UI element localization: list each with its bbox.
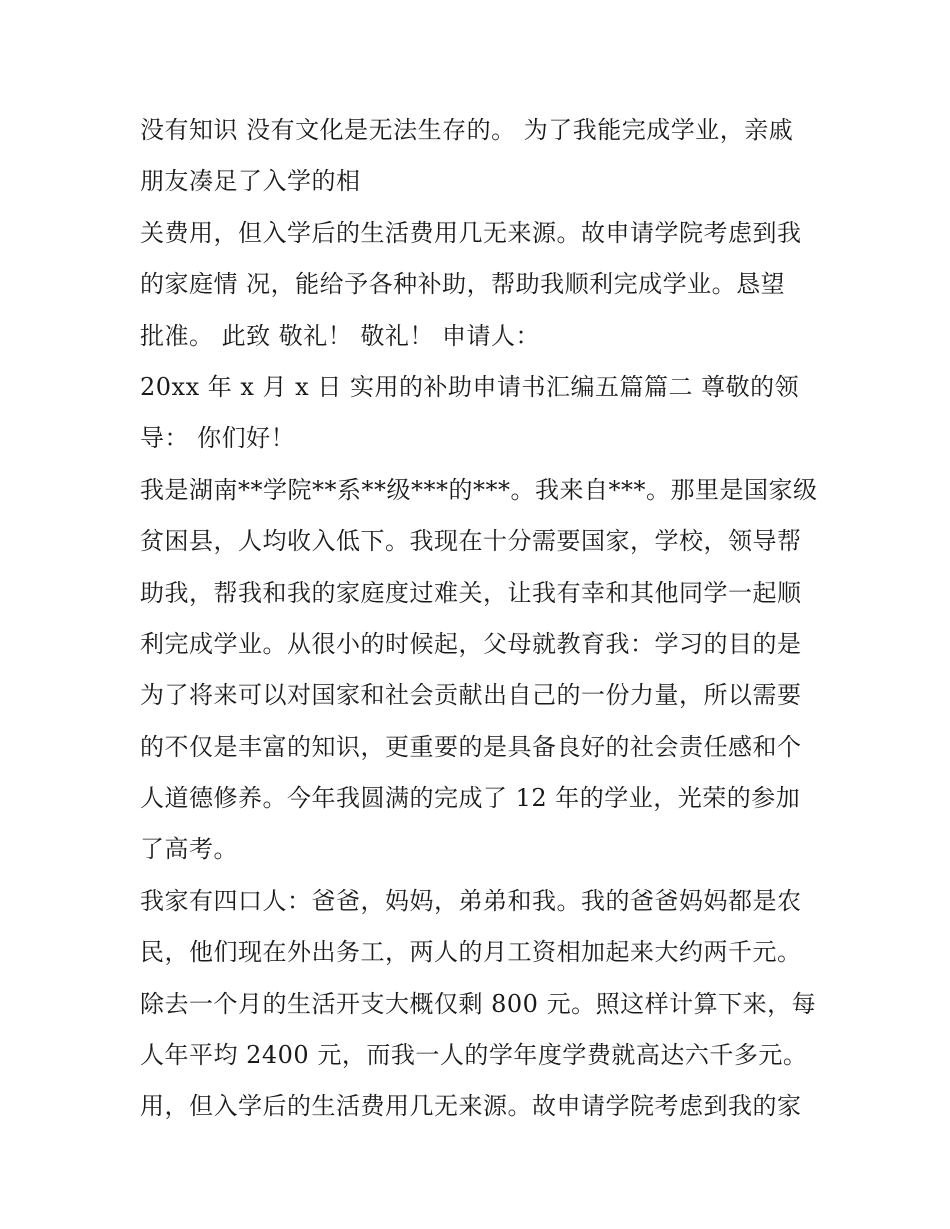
text-line: 我家有四口人：爸爸，妈妈，弟弟和我。我的爸爸妈妈都是农 [140,886,802,915]
text-line: 贫困县，人均收入低下。我现在十分需要国家，学校，领导帮 [140,527,802,556]
text-line: 利完成学业。从很小的时候起，父母就教育我：学习的目的是 [140,629,802,658]
text-line: 人年平均 2400 元，而我一人的学年度学费就高达六千多元。 [140,1041,808,1070]
text-line: 人道德修养。今年我圆满的完成了 12 年的学业，光荣的参加 [140,784,801,813]
text-line: 关费用，但入学后的生活费用几无来源。故申请学院考虑到我 [140,218,802,247]
text-line: 我是湖南**学院**系**级***的***。我来自***。那里是国家级 [140,475,818,504]
text-line: 没有知识 没有文化是无法生存的。 为了我能完成学业，亲戚 [140,116,794,144]
text-line: 为了将来可以对国家和社会贡献出自己的一份力量，所以需要 [140,681,802,710]
text-line: 批准。 此致 敬礼！ 敬礼！ 申请人： [140,321,541,350]
text-line: 了高考。 [140,835,238,864]
text-line: 导： 你们好！ [140,424,296,453]
text-line: 用，但入学后的生活费用几无来源。故申请学院考虑到我的家 [140,1092,802,1121]
text-line: 20xx 年 x 月 x 日 实用的补助申请书汇编五篇篇二 尊敬的领 [140,372,800,401]
text-line: 的家庭情 况，能给予各种补助，帮助我顺利完成学业。恳望 [140,270,786,299]
text-line: 朋友凑足了入学的相 [140,167,361,196]
text-line: 助我，帮我和我的家庭度过难关，让我有幸和其他同学一起顺 [140,578,802,607]
body-text [140,105,820,1133]
text-line: 的不仅是丰富的知识，更重要的是具备良好的社会责任感和个 [140,732,802,761]
text-line: 除去一个月的生活开支大概仅剩 800 元。照这样计算下来，每 [140,989,817,1018]
text-line: 民，他们现在外出务工，两人的月工资相加起来大约两千元。 [140,938,802,967]
